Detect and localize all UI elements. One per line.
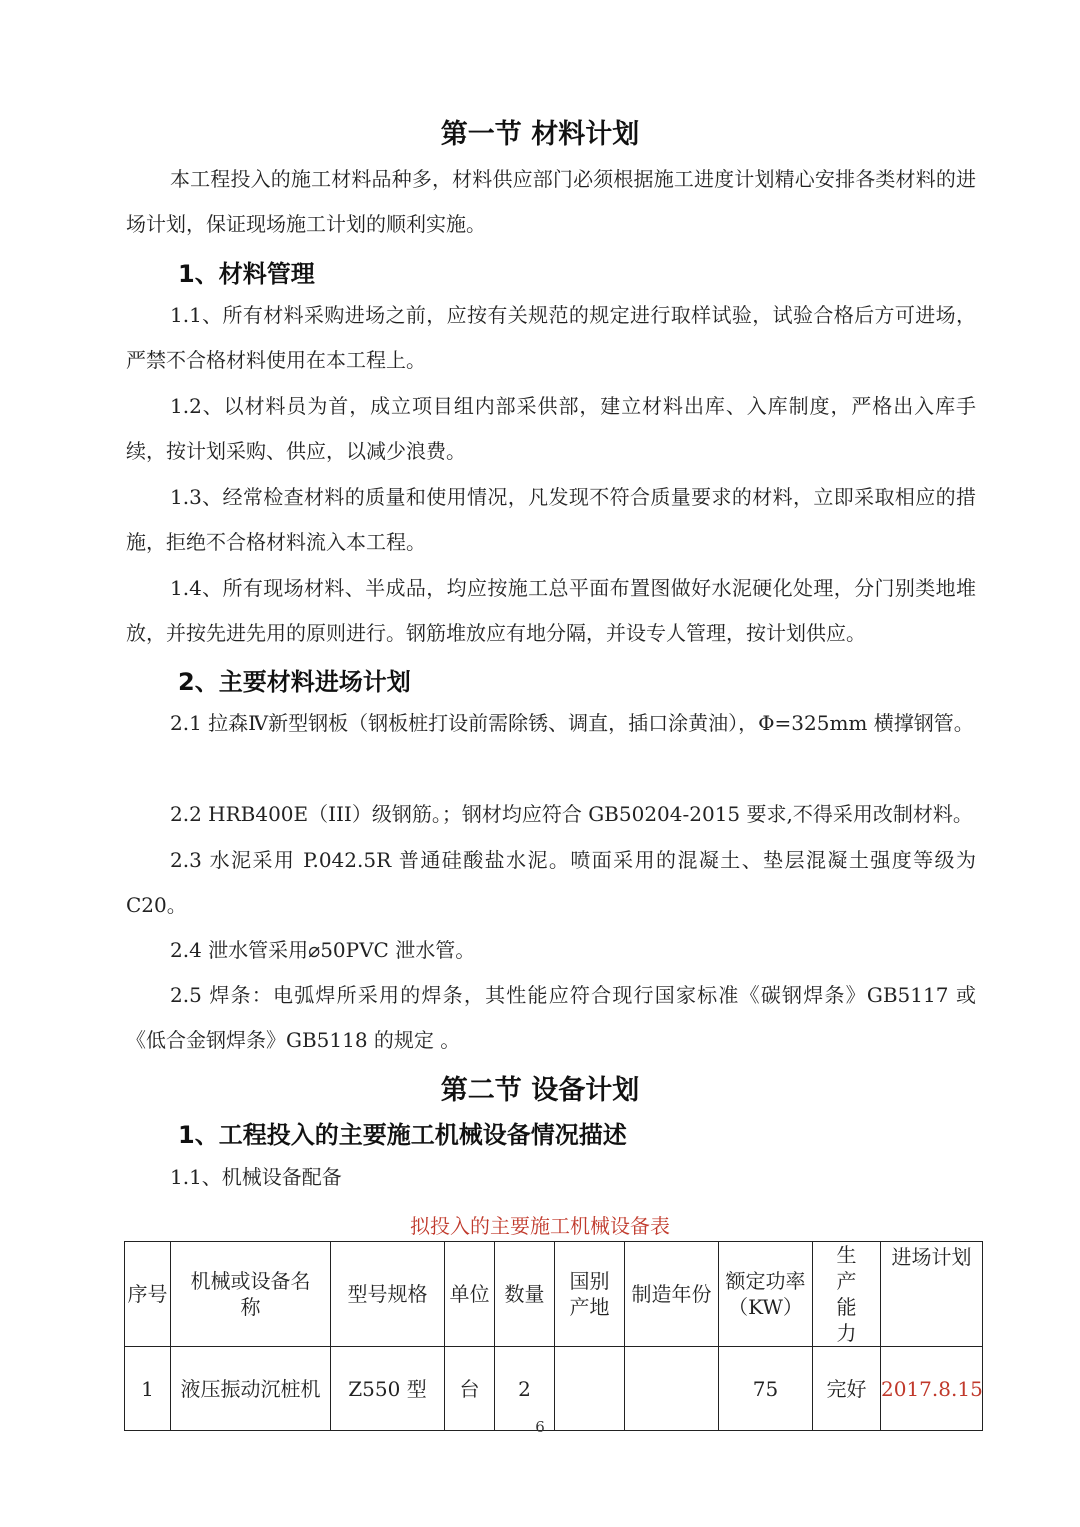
header-equipment-name: 机械或设备名称 [171,1242,331,1347]
material-management-heading: 1、材料管理 [178,260,315,288]
cell-equipment-name: 液压振动沉桩机 [171,1347,331,1431]
header-capacity: 生产能力 [813,1242,881,1347]
equipment-item-1-1: 1.1、机械设备配备 [170,1165,342,1189]
cell-quantity: 2 [495,1347,555,1431]
entry-item-2-2: 2.2 HRB400E（III）级钢筋。；钢材均应符合 GB50204-2015 要求,不得采用改制材料。 [170,802,973,826]
header-entry-plan: 进场计划 [881,1242,983,1347]
section2-title: 第二节 设备计划 [440,1075,640,1106]
material-item-1-4: 1.4、所有现场材料、半成品，均应按施工总平面布置图做好水泥硬化处理，分门别类地堆放，并按先进先用的原则进行。钢筋堆放应有地分隔，并设专人管理，按计划供应。 [126,576,976,645]
cell-index: 1 [125,1347,171,1431]
header-model: 型号规格 [331,1242,445,1347]
material-item-1-1: 1.1、所有材料采购进场之前，应按有关规范的规定进行取样试验，试验合格后方可进场，严禁不合格材料使用在本工程上。 [126,303,976,372]
header-unit: 单位 [445,1242,495,1347]
entry-item-2-3: 2.3 水泥采用 P.042.5R 普通硅酸盐水泥。喷面采用的混凝土、垫层混凝土强度等级为 C20。 [126,848,976,917]
header-quantity: 数量 [495,1242,555,1347]
entry-item-2-4: 2.4 泄水管采用⌀50PVC 泄水管。 [170,938,476,962]
material-entry-plan-heading: 2、主要材料进场计划 [178,668,411,696]
material-item-1-2: 1.2、以材料员为首，成立项目组内部采供部，建立材料出库、入库制度，严格出入库手续，按计划采购、供应，以减少浪费。 [126,394,976,463]
equipment-table-caption: 拟投入的主要施工机械设备表 [410,1214,670,1238]
equipment-description-heading: 1、工程投入的主要施工机械设备情况描述 [178,1121,627,1149]
entry-item-2-5: 2.5 焊条：电弧焊所采用的焊条，其性能应符合现行国家标准《碳钢焊条》GB5117 或《低合金钢焊条》GB5118 的规定 。 [126,983,976,1052]
header-origin: 国别产地 [555,1242,625,1347]
section1-intro: 本工程投入的施工材料品种多，材料供应部门必须根据施工进度计划精心安排各类材料的进场计划，保证现场施工计划的顺利实施。 [126,167,976,236]
material-item-1-3: 1.3、经常检查材料的质量和使用情况，凡发现不符合质量要求的材料，立即采取相应的措施，拒绝不合格材料流入本工程。 [126,485,976,554]
cell-model: Z550 型 [331,1347,445,1431]
header-year: 制造年份 [625,1242,719,1347]
table-header-row [125,1242,983,1347]
entry-item-2-1: 2.1 拉森Ⅳ新型钢板（钢板桩打设前需除锈、调直，插口涂黄油），Φ=325mm 横撑钢管。 [170,711,974,735]
cell-power: 75 [719,1347,813,1431]
cell-capacity: 完好 [813,1347,881,1431]
equipment-table [124,1241,983,1431]
page-number: 6 [535,1418,545,1436]
cell-unit: 台 [445,1347,495,1431]
cell-entry-plan: 2017.8.15 [881,1347,983,1431]
header-index: 序号 [125,1242,171,1347]
header-power: 额定功率（KW） [719,1242,813,1347]
section1-title: 第一节 材料计划 [440,119,640,150]
